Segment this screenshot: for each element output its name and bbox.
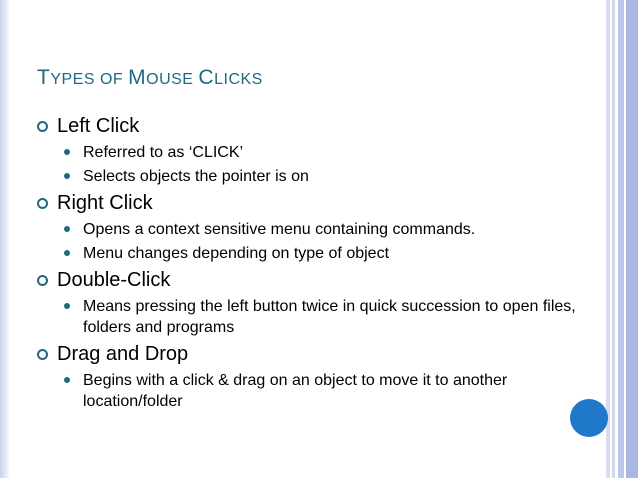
sub-list-item-text: Opens a context sensitive menu containing commands.: [83, 221, 476, 238]
dot-bullet-icon: [64, 377, 70, 383]
list-item-right-click: [37, 190, 577, 216]
sub-list-item: [37, 219, 577, 240]
dot-bullet-icon: [64, 226, 70, 232]
left-border-decoration: [0, 0, 10, 478]
bullet-list: [37, 113, 577, 415]
dot-bullet-icon: [64, 303, 70, 309]
sub-list-item-text: Referred to as ‘CLICK’: [83, 144, 244, 161]
list-item-left-click: [37, 113, 577, 139]
sub-list-item-text: Means pressing the left button twice in quick succession to open files, folders and programs: [83, 298, 576, 336]
list-item-label: Left Click: [57, 115, 140, 137]
sub-list-item-text: Menu changes depending on type of object: [83, 245, 390, 262]
sub-list-item-text: Begins with a click & drag on an object to move it to another location/folder: [83, 372, 508, 410]
dot-bullet-icon: [64, 149, 70, 155]
list-item-double-click: [37, 267, 577, 293]
slide-title: TYPES OF MOUSE CLICKS: [37, 66, 263, 89]
sub-list-item: [37, 142, 577, 163]
sub-list-item: [37, 243, 577, 264]
ring-bullet-icon: [37, 121, 48, 132]
sub-list-item: [37, 370, 577, 412]
list-item-label: Double-Click: [57, 269, 171, 291]
list-item-label: Right Click: [57, 192, 153, 214]
ring-bullet-icon: [37, 349, 48, 360]
right-stripe-decoration: [606, 0, 638, 478]
sub-list-item: [37, 296, 577, 338]
sub-list-item-text: Selects objects the pointer is on: [83, 168, 309, 185]
circle-decoration-icon: [570, 399, 608, 437]
ring-bullet-icon: [37, 198, 48, 209]
list-item-label: Drag and Drop: [57, 343, 189, 365]
dot-bullet-icon: [64, 173, 70, 179]
dot-bullet-icon: [64, 250, 70, 256]
sub-list-item: [37, 166, 577, 187]
list-item-drag-and-drop: [37, 341, 577, 367]
ring-bullet-icon: [37, 275, 48, 286]
